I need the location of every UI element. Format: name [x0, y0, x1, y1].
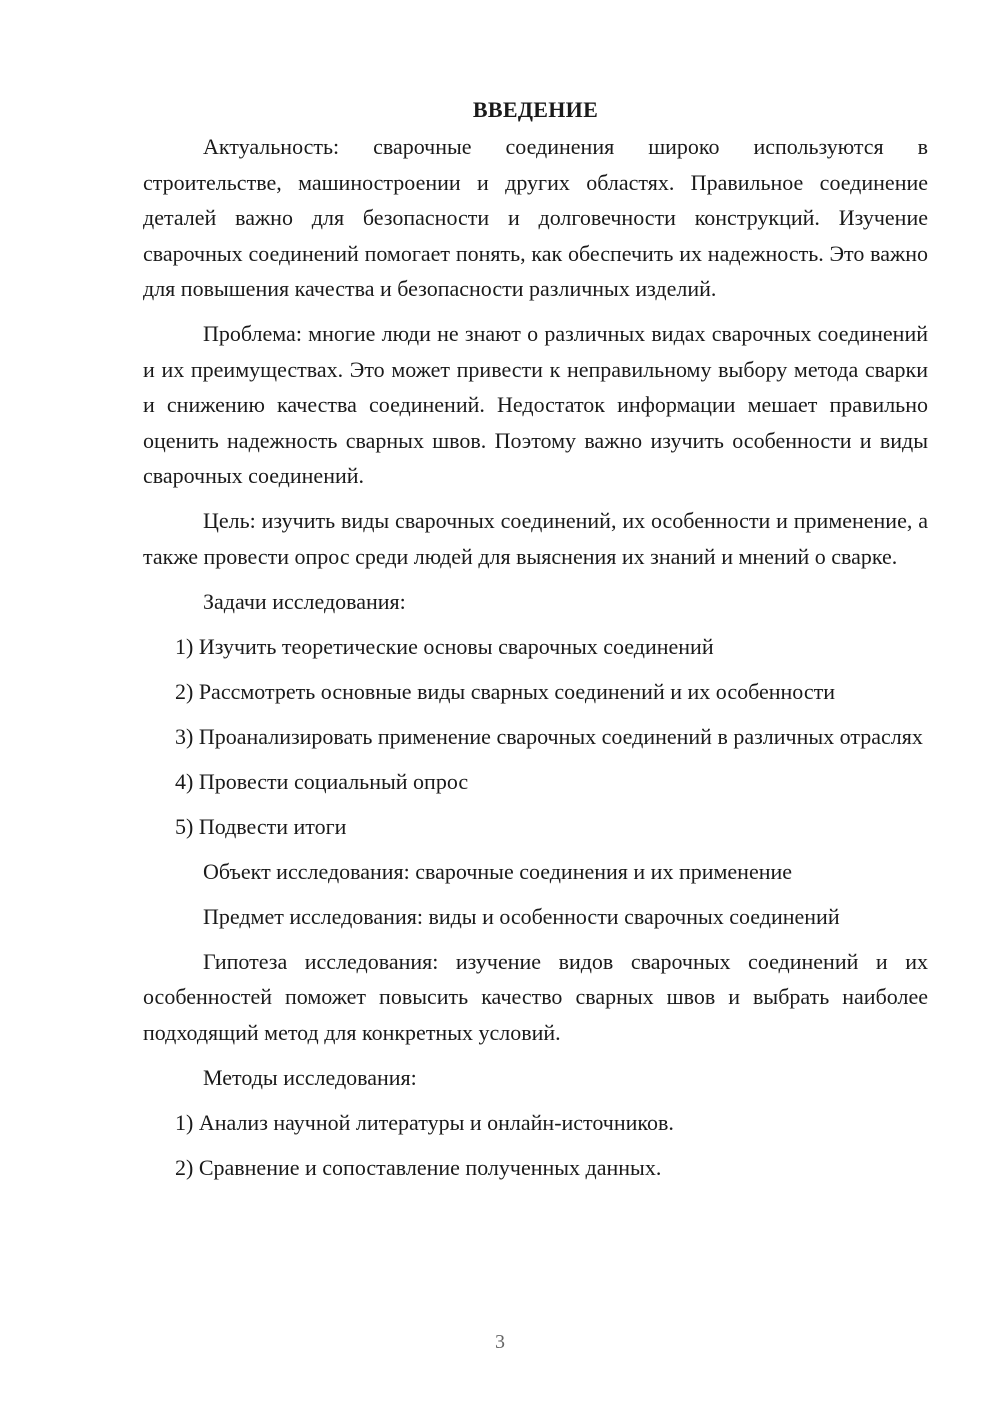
problem-paragraph: Проблема: многие люди не знают о различных видах сварочных соединений и их преимуществах. Это может привести к неправильному выбору метода сварки и снижению качества соединений. Недостаток информации мешает правильно оценить надежность сварных швов. Поэтому важно изучить особенности и виды сварочных соединений.	[143, 321, 928, 488]
tasks-heading: Задачи исследования:	[203, 588, 406, 614]
method-item: 2) Сравнение и сопоставление полученных данных.	[175, 1154, 662, 1180]
task-item: 4) Провести социальный опрос	[175, 768, 469, 794]
task-item: 2) Рассмотреть основные виды сварных соединений и их особенности	[175, 678, 835, 704]
task-item: 3) Проанализировать применение сварочных соединений в различных отраслях	[175, 723, 923, 749]
hypothesis-paragraph: Гипотеза исследования: изучение видов сварочных соединений и их особенностей поможет повысить качество сварных швов и выбрать наиболее подходящий метод для конкретных условий.	[143, 948, 928, 1045]
page-number: 3	[495, 1331, 505, 1353]
document-title: ВВЕДЕНИЕ	[472, 97, 599, 122]
relevance-paragraph: Актуальность: сварочные соединения широко используются в строительстве, машиностроении и других областях. Правильное соединение деталей важно для безопасности и долговечности конструкций. Изучение сварочных соединений помогает понять, как обеспечить их надежность. Это важно для повышения качества и безопасности различных изделий.	[143, 134, 928, 301]
research-object: Объект исследования: сварочные соединения и их применение	[203, 858, 793, 884]
method-item: 1) Анализ научной литературы и онлайн-источников.	[175, 1109, 674, 1135]
research-subject: Предмет исследования: виды и особенности сварочных соединений	[203, 903, 840, 929]
methods-heading: Методы исследования:	[203, 1064, 417, 1090]
document-page	[143, 92, 928, 1195]
task-item: 5) Подвести итоги	[175, 813, 347, 839]
goal-paragraph: Цель: изучить виды сварочных соединений, их особенности и применение, а также провести опрос среди людей для выяснения их знаний и мнений о сварке.	[143, 508, 928, 569]
task-item: 1) Изучить теоретические основы сварочных соединений	[175, 633, 714, 659]
